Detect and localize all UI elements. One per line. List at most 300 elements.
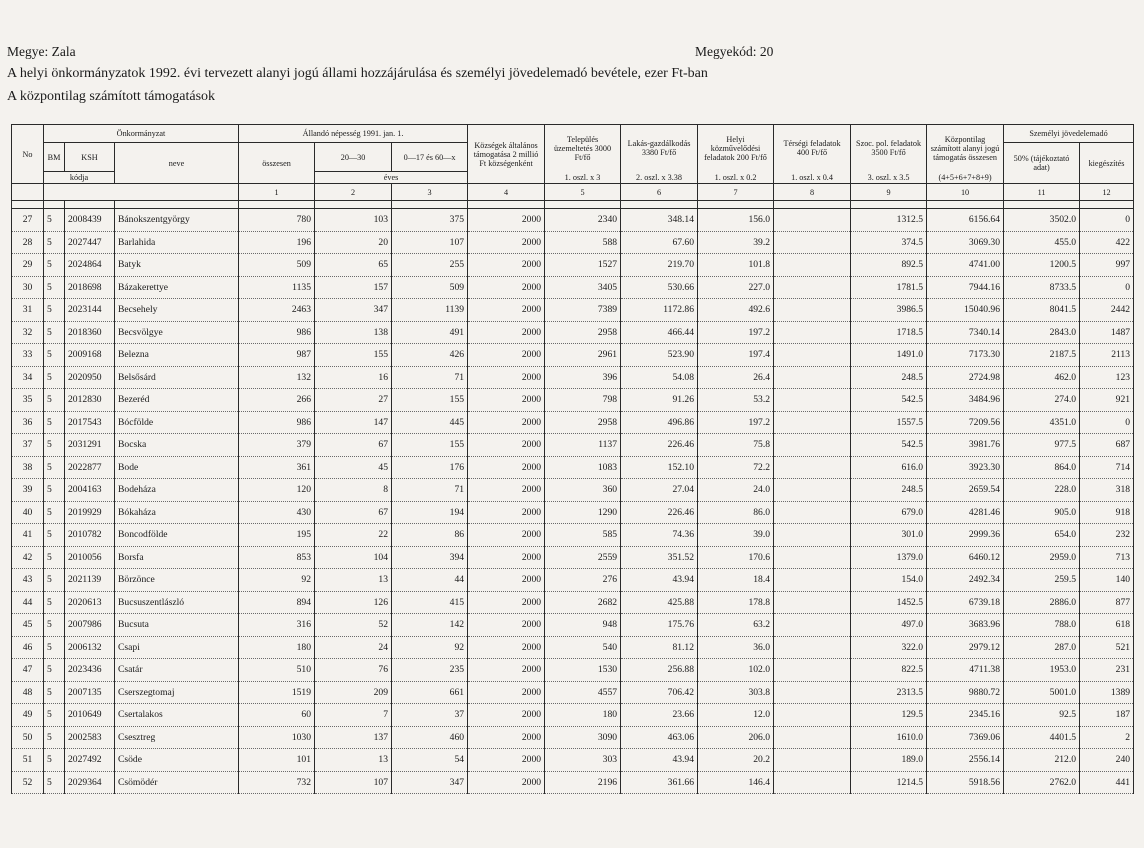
- population-0-17-60: 44: [392, 569, 468, 592]
- income-tax-50: 8041.5: [1004, 299, 1080, 322]
- income-tax-supplement: 232: [1080, 524, 1134, 547]
- public-education: 20.2: [698, 749, 774, 772]
- bm-code: 5: [44, 411, 65, 434]
- village-support: 2000: [468, 276, 545, 299]
- income-tax-supplement: 187: [1080, 704, 1134, 727]
- public-education: 227.0: [698, 276, 774, 299]
- row-number: 32: [12, 321, 44, 344]
- bm-code: 5: [44, 231, 65, 254]
- bm-code: 5: [44, 749, 65, 772]
- regional-tasks: [774, 726, 851, 749]
- income-tax-supplement: 618: [1080, 614, 1134, 637]
- settlement-operation: 2958: [545, 321, 621, 344]
- column-number: 7: [698, 184, 774, 201]
- municipality-name: Bezeréd: [115, 389, 239, 412]
- population-total: 60: [239, 704, 315, 727]
- public-education: 12.0: [698, 704, 774, 727]
- population-total: 195: [239, 524, 315, 547]
- header-kozpontilag: Központilag számított alanyi jogú támogatás összesen: [927, 125, 1004, 172]
- settlement-operation: 798: [545, 389, 621, 412]
- income-tax-supplement: 2442: [1080, 299, 1134, 322]
- population-total: 986: [239, 411, 315, 434]
- housing-management: 351.52: [621, 546, 698, 569]
- ksh-code: 2027447: [65, 231, 115, 254]
- central-support-total: 2999.36: [927, 524, 1004, 547]
- header-lakas: Lakás-gazdálkodás 3380 Ft/fő: [621, 125, 698, 172]
- bm-code: 5: [44, 366, 65, 389]
- social-policy: 892.5: [851, 254, 927, 277]
- ksh-code: 2018360: [65, 321, 115, 344]
- income-tax-supplement: 997: [1080, 254, 1134, 277]
- row-number: 39: [12, 479, 44, 502]
- income-tax-supplement: 240: [1080, 749, 1134, 772]
- bm-code: 5: [44, 389, 65, 412]
- population-20-30: 13: [315, 749, 392, 772]
- housing-management: 530.66: [621, 276, 698, 299]
- bm-code: 5: [44, 546, 65, 569]
- population-20-30: 155: [315, 344, 392, 367]
- ksh-code: 2007986: [65, 614, 115, 637]
- bm-code: 5: [44, 321, 65, 344]
- row-number: 41: [12, 524, 44, 547]
- population-0-17-60: 1139: [392, 299, 468, 322]
- row-number: 48: [12, 681, 44, 704]
- housing-management: 463.06: [621, 726, 698, 749]
- ksh-code: 2029364: [65, 771, 115, 794]
- regional-tasks: [774, 456, 851, 479]
- public-education: 303.8: [698, 681, 774, 704]
- social-policy: 374.5: [851, 231, 927, 254]
- population-0-17-60: 460: [392, 726, 468, 749]
- income-tax-supplement: 2: [1080, 726, 1134, 749]
- village-support: 2000: [468, 411, 545, 434]
- housing-management: 219.70: [621, 254, 698, 277]
- public-education: 197.2: [698, 321, 774, 344]
- population-20-30: 147: [315, 411, 392, 434]
- housing-management: 175.76: [621, 614, 698, 637]
- bm-code: 5: [44, 501, 65, 524]
- settlement-operation: 1290: [545, 501, 621, 524]
- population-total: 853: [239, 546, 315, 569]
- settlement-operation: 2559: [545, 546, 621, 569]
- village-support: 2000: [468, 321, 545, 344]
- public-education: 197.2: [698, 411, 774, 434]
- public-education: 26.4: [698, 366, 774, 389]
- income-tax-50: 455.0: [1004, 231, 1080, 254]
- public-education: 53.2: [698, 389, 774, 412]
- village-support: 2000: [468, 771, 545, 794]
- population-20-30: 157: [315, 276, 392, 299]
- municipality-name: Csesztreg: [115, 726, 239, 749]
- county-code-label: Megyekód: 20: [695, 44, 774, 59]
- population-total: 732: [239, 771, 315, 794]
- income-tax-50: 92.5: [1004, 704, 1080, 727]
- income-tax-50: 2843.0: [1004, 321, 1080, 344]
- settlement-operation: 2682: [545, 591, 621, 614]
- municipality-name: Csapi: [115, 636, 239, 659]
- population-0-17-60: 445: [392, 411, 468, 434]
- village-support: 2000: [468, 299, 545, 322]
- population-20-30: 27: [315, 389, 392, 412]
- income-tax-50: 788.0: [1004, 614, 1080, 637]
- central-support-total: 4711.38: [927, 659, 1004, 682]
- public-education: 39.2: [698, 231, 774, 254]
- central-support-total: 7340.14: [927, 321, 1004, 344]
- document-subtitle: A központilag számított támogatások: [7, 89, 216, 104]
- public-education: 72.2: [698, 456, 774, 479]
- table-row: [12, 411, 1134, 434]
- column-number: 11: [1004, 184, 1080, 201]
- settlement-operation: 7389: [545, 299, 621, 322]
- central-support-total: 2724.98: [927, 366, 1004, 389]
- header-20-30: 20—30: [315, 143, 392, 172]
- header-szja: Személyi jövedelemadó: [1004, 125, 1134, 143]
- housing-management: 1172.86: [621, 299, 698, 322]
- population-0-17-60: 255: [392, 254, 468, 277]
- header-szja-50: 50% (tájékoztató adat): [1004, 143, 1080, 184]
- header-ksh: KSH: [65, 143, 115, 172]
- central-support-total: 3484.96: [927, 389, 1004, 412]
- social-policy: 1781.5: [851, 276, 927, 299]
- table-row: [12, 749, 1134, 772]
- row-number: 33: [12, 344, 44, 367]
- county-label: Megye: Zala: [7, 44, 76, 59]
- row-number: 44: [12, 591, 44, 614]
- central-support-total: 5918.56: [927, 771, 1004, 794]
- population-0-17-60: 86: [392, 524, 468, 547]
- municipality-name: Börzönce: [115, 569, 239, 592]
- village-support: 2000: [468, 681, 545, 704]
- table-row: [12, 501, 1134, 524]
- row-number: 50: [12, 726, 44, 749]
- regional-tasks: [774, 254, 851, 277]
- income-tax-50: 8733.5: [1004, 276, 1080, 299]
- housing-management: 226.46: [621, 501, 698, 524]
- column-number: 1: [239, 184, 315, 201]
- bm-code: 5: [44, 704, 65, 727]
- regional-tasks: [774, 411, 851, 434]
- row-number: 30: [12, 276, 44, 299]
- bm-code: 5: [44, 681, 65, 704]
- housing-management: 27.04: [621, 479, 698, 502]
- header-neve: neve: [115, 143, 239, 184]
- income-tax-supplement: 921: [1080, 389, 1134, 412]
- income-tax-50: 4401.5: [1004, 726, 1080, 749]
- municipality-name: Csöde: [115, 749, 239, 772]
- regional-tasks: [774, 366, 851, 389]
- municipality-name: Bodeháza: [115, 479, 239, 502]
- header-no: No: [12, 125, 44, 184]
- public-education: 36.0: [698, 636, 774, 659]
- ksh-code: 2007135: [65, 681, 115, 704]
- population-total: 894: [239, 591, 315, 614]
- ksh-code: 2022877: [65, 456, 115, 479]
- central-support-total: 3923.30: [927, 456, 1004, 479]
- table-row: [12, 636, 1134, 659]
- income-tax-50: 462.0: [1004, 366, 1080, 389]
- population-total: 92: [239, 569, 315, 592]
- population-total: 1030: [239, 726, 315, 749]
- table-body: [12, 201, 1134, 794]
- social-policy: 1557.5: [851, 411, 927, 434]
- row-number: 51: [12, 749, 44, 772]
- public-education: 206.0: [698, 726, 774, 749]
- table-row: [12, 389, 1134, 412]
- village-support: 2000: [468, 479, 545, 502]
- population-0-17-60: 71: [392, 366, 468, 389]
- population-total: 987: [239, 344, 315, 367]
- population-total: 266: [239, 389, 315, 412]
- regional-tasks: [774, 771, 851, 794]
- municipality-name: Cserszegtomaj: [115, 681, 239, 704]
- public-education: 63.2: [698, 614, 774, 637]
- income-tax-supplement: 714: [1080, 456, 1134, 479]
- municipality-name: Batyk: [115, 254, 239, 277]
- settlement-operation: 1527: [545, 254, 621, 277]
- population-20-30: 7: [315, 704, 392, 727]
- municipality-name: Borsfa: [115, 546, 239, 569]
- ksh-code: 2019929: [65, 501, 115, 524]
- population-0-17-60: 415: [392, 591, 468, 614]
- population-0-17-60: 509: [392, 276, 468, 299]
- settlement-operation: 2196: [545, 771, 621, 794]
- social-policy: 129.5: [851, 704, 927, 727]
- settlement-operation: 588: [545, 231, 621, 254]
- header-helyi: Helyi közművelődési feladatok 200 Ft/fő: [698, 125, 774, 172]
- population-20-30: 67: [315, 501, 392, 524]
- settlement-operation: 360: [545, 479, 621, 502]
- income-tax-50: 4351.0: [1004, 411, 1080, 434]
- housing-management: 256.88: [621, 659, 698, 682]
- table-row: [12, 276, 1134, 299]
- table-row: [12, 659, 1134, 682]
- settlement-operation: 4557: [545, 681, 621, 704]
- regional-tasks: [774, 569, 851, 592]
- municipality-name: Bócfölde: [115, 411, 239, 434]
- social-policy: 322.0: [851, 636, 927, 659]
- social-policy: 679.0: [851, 501, 927, 524]
- income-tax-supplement: 2113: [1080, 344, 1134, 367]
- housing-management: 91.26: [621, 389, 698, 412]
- bm-code: 5: [44, 434, 65, 457]
- population-0-17-60: 71: [392, 479, 468, 502]
- housing-management: 152.10: [621, 456, 698, 479]
- table-row: [12, 434, 1134, 457]
- social-policy: 822.5: [851, 659, 927, 682]
- table-row: [12, 591, 1134, 614]
- settlement-operation: 3090: [545, 726, 621, 749]
- central-support-total: 2345.16: [927, 704, 1004, 727]
- table-row: [12, 479, 1134, 502]
- row-number: 43: [12, 569, 44, 592]
- regional-tasks: [774, 209, 851, 232]
- income-tax-50: 2762.0: [1004, 771, 1080, 794]
- regional-tasks: [774, 479, 851, 502]
- central-support-total: 3069.30: [927, 231, 1004, 254]
- column-number: 2: [315, 184, 392, 201]
- income-tax-supplement: 1487: [1080, 321, 1134, 344]
- income-tax-supplement: 231: [1080, 659, 1134, 682]
- settlement-operation: 180: [545, 704, 621, 727]
- regional-tasks: [774, 749, 851, 772]
- municipality-name: Bucsuszentlászló: [115, 591, 239, 614]
- column-number-blank: [44, 184, 239, 201]
- population-20-30: 126: [315, 591, 392, 614]
- ksh-code: 2002583: [65, 726, 115, 749]
- income-tax-supplement: 0: [1080, 209, 1134, 232]
- row-number: 27: [12, 209, 44, 232]
- population-20-30: 8: [315, 479, 392, 502]
- ksh-code: 2008439: [65, 209, 115, 232]
- bm-code: 5: [44, 569, 65, 592]
- social-policy: 189.0: [851, 749, 927, 772]
- bm-code: 5: [44, 254, 65, 277]
- formula-8: 1. oszl. x 0.4: [774, 172, 851, 184]
- municipality-name: Becsehely: [115, 299, 239, 322]
- bm-code: 5: [44, 636, 65, 659]
- income-tax-50: 5001.0: [1004, 681, 1080, 704]
- income-tax-supplement: 918: [1080, 501, 1134, 524]
- central-support-total: 2659.54: [927, 479, 1004, 502]
- population-20-30: 138: [315, 321, 392, 344]
- header-kodja: kódja: [44, 172, 115, 184]
- social-policy: 1491.0: [851, 344, 927, 367]
- header-szoc: Szoc. pol. feladatok 3500 Ft/fő: [851, 125, 927, 172]
- income-tax-supplement: 140: [1080, 569, 1134, 592]
- social-policy: 301.0: [851, 524, 927, 547]
- header-telepules: Település üzemeltetés 3000 Ft/fő: [545, 125, 621, 172]
- village-support: 2000: [468, 231, 545, 254]
- municipality-name: Bánokszentgyörgy: [115, 209, 239, 232]
- public-education: 170.6: [698, 546, 774, 569]
- municipality-name: Csömödér: [115, 771, 239, 794]
- settlement-operation: 948: [545, 614, 621, 637]
- population-20-30: 137: [315, 726, 392, 749]
- village-support: 2000: [468, 434, 545, 457]
- population-total: 1135: [239, 276, 315, 299]
- column-number: 3: [392, 184, 468, 201]
- public-education: 156.0: [698, 209, 774, 232]
- social-policy: 154.0: [851, 569, 927, 592]
- population-0-17-60: 92: [392, 636, 468, 659]
- row-number: 37: [12, 434, 44, 457]
- population-20-30: 67: [315, 434, 392, 457]
- population-0-17-60: 54: [392, 749, 468, 772]
- population-total: 361: [239, 456, 315, 479]
- population-20-30: 107: [315, 771, 392, 794]
- settlement-operation: 540: [545, 636, 621, 659]
- formula-10: (4+5+6+7+8+9): [927, 172, 1004, 184]
- regional-tasks: [774, 704, 851, 727]
- social-policy: 3986.5: [851, 299, 927, 322]
- population-20-30: 104: [315, 546, 392, 569]
- municipality-name: Becsvölgye: [115, 321, 239, 344]
- population-total: 196: [239, 231, 315, 254]
- village-support: 2000: [468, 614, 545, 637]
- income-tax-50: 2187.5: [1004, 344, 1080, 367]
- public-education: 86.0: [698, 501, 774, 524]
- settlement-operation: 2340: [545, 209, 621, 232]
- municipality-name: Belezna: [115, 344, 239, 367]
- housing-management: 361.66: [621, 771, 698, 794]
- population-0-17-60: 491: [392, 321, 468, 344]
- housing-management: 523.90: [621, 344, 698, 367]
- municipality-name: Csatár: [115, 659, 239, 682]
- income-tax-50: 1200.5: [1004, 254, 1080, 277]
- income-tax-50: 228.0: [1004, 479, 1080, 502]
- table-row: [12, 254, 1134, 277]
- municipality-name: Boncodfölde: [115, 524, 239, 547]
- income-tax-supplement: 318: [1080, 479, 1134, 502]
- row-number: 36: [12, 411, 44, 434]
- central-support-total: 7944.16: [927, 276, 1004, 299]
- regional-tasks: [774, 681, 851, 704]
- population-0-17-60: 155: [392, 389, 468, 412]
- ksh-code: 2027492: [65, 749, 115, 772]
- income-tax-50: 259.5: [1004, 569, 1080, 592]
- housing-management: 74.36: [621, 524, 698, 547]
- settlement-operation: 2958: [545, 411, 621, 434]
- ksh-code: 2024864: [65, 254, 115, 277]
- housing-management: 466.44: [621, 321, 698, 344]
- social-policy: 1718.5: [851, 321, 927, 344]
- column-number: 4: [468, 184, 545, 201]
- ksh-code: 2006132: [65, 636, 115, 659]
- village-support: 2000: [468, 704, 545, 727]
- housing-management: 226.46: [621, 434, 698, 457]
- social-policy: 248.5: [851, 366, 927, 389]
- column-number: 8: [774, 184, 851, 201]
- social-policy: 497.0: [851, 614, 927, 637]
- ksh-code: 2010782: [65, 524, 115, 547]
- bm-code: 5: [44, 479, 65, 502]
- village-support: 2000: [468, 366, 545, 389]
- table-row: [12, 209, 1134, 232]
- row-number: 29: [12, 254, 44, 277]
- ksh-code: 2023144: [65, 299, 115, 322]
- public-education: 197.4: [698, 344, 774, 367]
- settlement-operation: 276: [545, 569, 621, 592]
- ksh-code: 2012830: [65, 389, 115, 412]
- table-row: [12, 546, 1134, 569]
- central-support-total: 4281.46: [927, 501, 1004, 524]
- regional-tasks: [774, 434, 851, 457]
- village-support: 2000: [468, 569, 545, 592]
- population-total: 1519: [239, 681, 315, 704]
- village-support: 2000: [468, 546, 545, 569]
- central-support-total: 4741.00: [927, 254, 1004, 277]
- population-total: 2463: [239, 299, 315, 322]
- municipality-name: Bázakerettye: [115, 276, 239, 299]
- income-tax-supplement: 687: [1080, 434, 1134, 457]
- population-20-30: 103: [315, 209, 392, 232]
- ksh-code: 2010056: [65, 546, 115, 569]
- central-support-total: 3981.76: [927, 434, 1004, 457]
- table-row: [12, 569, 1134, 592]
- row-number: 34: [12, 366, 44, 389]
- ksh-code: 2020613: [65, 591, 115, 614]
- village-support: 2000: [468, 344, 545, 367]
- formula-5: 1. oszl. x 3: [545, 172, 621, 184]
- population-0-17-60: 394: [392, 546, 468, 569]
- public-education: 18.4: [698, 569, 774, 592]
- population-20-30: 65: [315, 254, 392, 277]
- population-total: 120: [239, 479, 315, 502]
- population-0-17-60: 194: [392, 501, 468, 524]
- row-number: 40: [12, 501, 44, 524]
- settlement-operation: 303: [545, 749, 621, 772]
- regional-tasks: [774, 321, 851, 344]
